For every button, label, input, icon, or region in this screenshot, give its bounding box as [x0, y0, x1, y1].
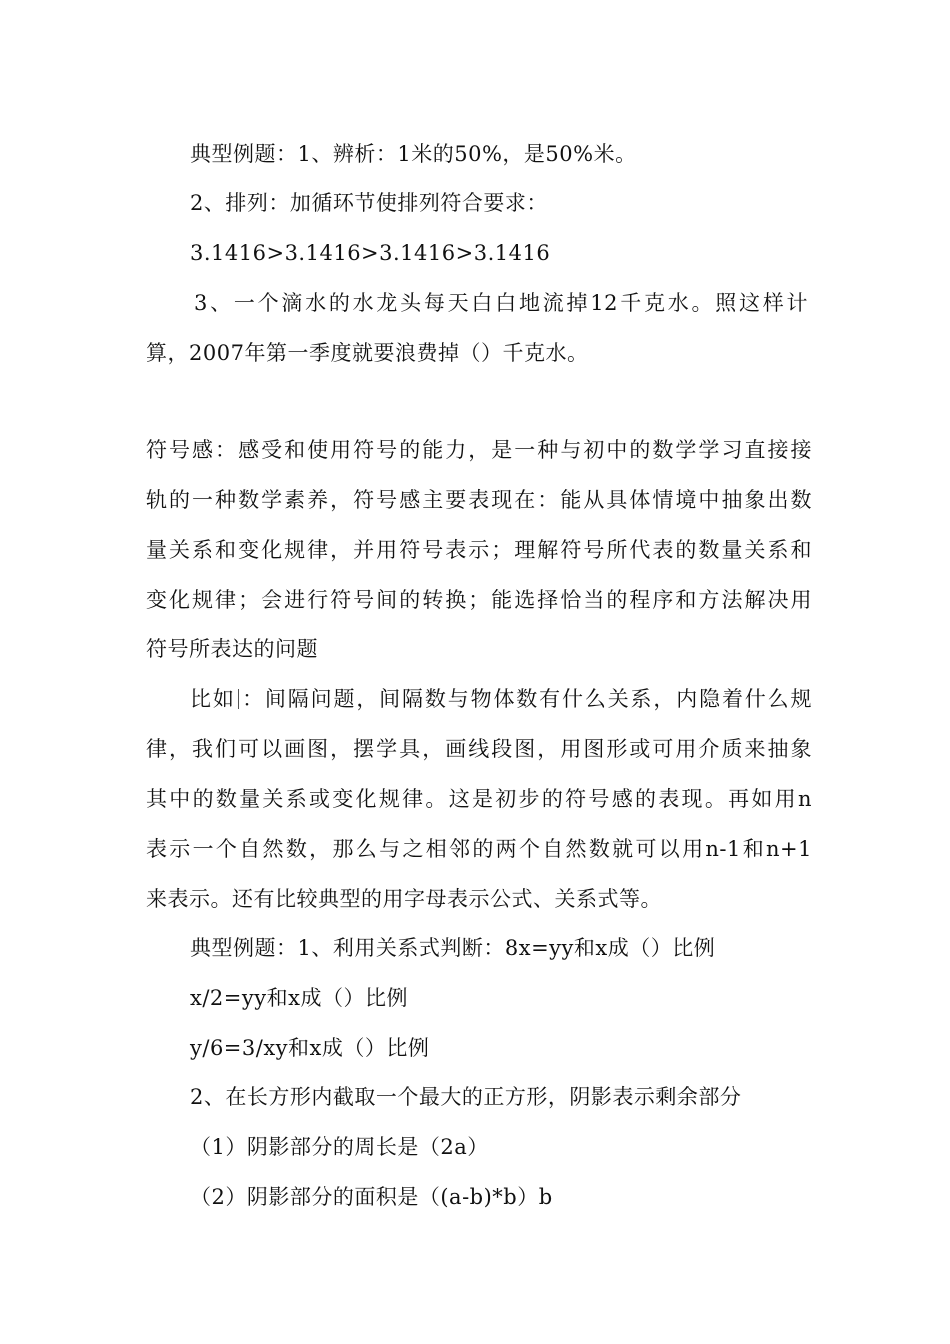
relation-3: y/6=3/xy和x成（）比例	[190, 1036, 430, 1060]
example-intro-2: 典型例题：1、利用关系式判断：8x=yy和x成（）比例	[190, 936, 716, 960]
definition-line-3: 量关系和变化规律，并用符号表示；理解符号所代表的数量关系和	[146, 538, 812, 562]
example-line-1	[190, 686, 812, 712]
example-line-1-rest: ：间隔问题，间隔数与物体数有什么关系，内隐着什么规	[240, 687, 813, 711]
item-3-line-2: 算，2007年第一季度就要浪费掉（）千克水。	[146, 341, 589, 365]
example-line-2: 律，我们可以画图，摆学具，画线段图，用图形或可用介质来抽象	[146, 737, 812, 761]
item-3-line-1: 3、一个滴水的水龙头每天白白地流掉12千克水。照这样计	[194, 291, 808, 315]
example-line-5: 来表示。还有比较典型的用字母表示公式、关系式等。	[146, 887, 662, 911]
example-intro-1: 典型例题：1、辨析：1米的50%，是50%米。	[190, 142, 637, 166]
example-prefix: 比如	[190, 687, 236, 711]
example-line-3: 其中的数量关系或变化规律。这是初步的符号感的表现。再如用n	[146, 787, 812, 811]
definition-line-1: 符号感：感受和使用符号的能力，是一种与初中的数学学习直接接	[146, 438, 812, 462]
item-2-sequence: 3.1416>3.1416>3.1416>3.1416	[190, 241, 551, 265]
shadow-perimeter: （1）阴影部分的周长是（2a）	[190, 1135, 489, 1159]
text-cursor-icon	[238, 689, 239, 709]
example-line-4: 表示一个自然数，那么与之相邻的两个自然数就可以用n-1和n+1	[146, 837, 812, 861]
item-2-title: 2、排列：加循环节使排列符合要求：	[190, 191, 548, 215]
rectangle-item-title: 2、在长方形内截取一个最大的正方形，阴影表示剩余部分	[190, 1085, 742, 1109]
relation-2: x/2=yy和x成（）比例	[190, 986, 408, 1010]
definition-line-4: 变化规律；会进行符号间的转换；能选择恰当的程序和方法解决用	[146, 588, 812, 612]
shadow-area: （2）阴影部分的面积是（(a-b)*b）b	[190, 1185, 553, 1209]
definition-line-2: 轨的一种数学素养，符号感主要表现在：能从具体情境中抽象出数	[146, 488, 812, 512]
definition-line-5: 符号所表达的问题	[146, 637, 318, 661]
